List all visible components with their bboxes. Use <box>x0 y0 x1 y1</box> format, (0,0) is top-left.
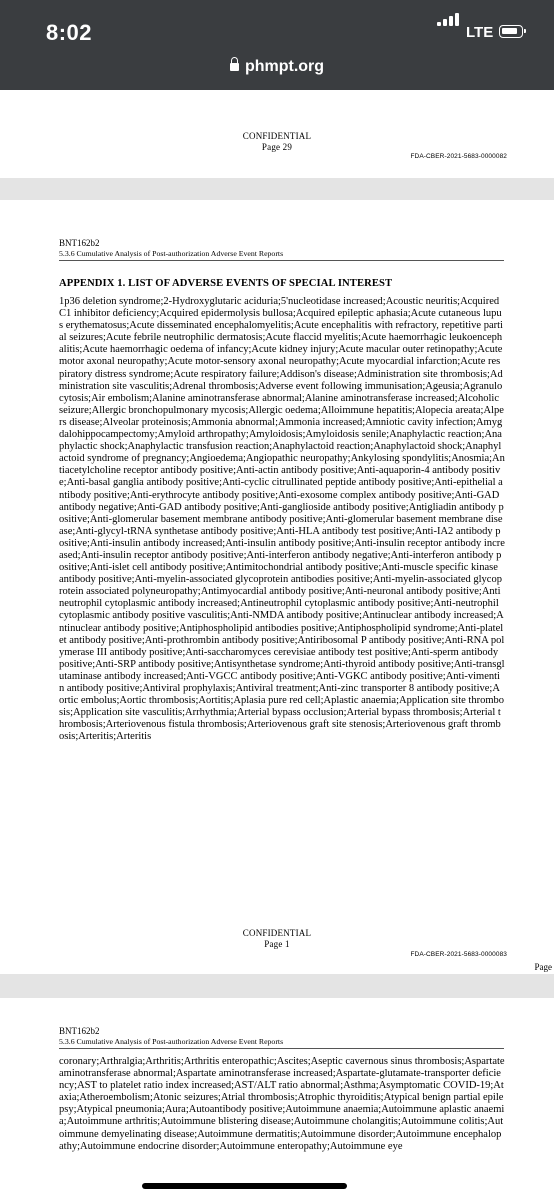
pdf-page-29 <box>0 90 554 178</box>
pdf-page-2 <box>0 998 554 1200</box>
header-divider <box>59 260 504 261</box>
redaction-mark <box>142 1183 347 1189</box>
lock-icon <box>230 63 239 71</box>
document-header-section: 5.3.6 Cumulative Analysis of Post-authorization Adverse Event Reports <box>59 249 284 258</box>
document-header-product: BNT162b2 <box>59 238 100 248</box>
status-bar <box>0 0 554 90</box>
clock: 8:02 <box>46 20 93 45</box>
appendix-title: APPENDIX 1. LIST OF ADVERSE EVENTS OF SPECIAL INTEREST <box>59 278 393 289</box>
document-id: FDA-CBER-2021-5683-0000083 <box>410 951 507 958</box>
pdf-page-1 <box>0 200 554 974</box>
url-text: phmpt.org <box>244 58 325 75</box>
adverse-events-list: 1p36 deletion syndrome;2-Hydroxyglutaric aciduria;5'nucleotidase increased;Acoustic neuritis;Acquired C1 inhibitor deficiency;Acquired epidermolysis bullosa;Acquired epileptic aphasia;Acute cutaneous lupus erythematosus;Acute disseminated encephalomyelitis;Acute encephalitis with refractory, repetitive partial seizures;Acute febrile neutrophilic dermatosis;Acute flaccid myelitis;Acute haemorrhagic leukoencephalitis;Acute haemorrhagic oedema of infancy;Acute kidney injury;Acute macular outer retinopathy;Acute motor axonal neuropathy;Acute motor-sensory axonal neuropathy;Acute myocardial infarction;Acute respiratory distress syndrome;Acute respiratory failure;Addison's disease;Administration site thrombosis;Administration site vasculitis;Adrenal thrombosis;Adverse event following immunisation;Ageusia;Agranulocytosis;Air embolism;Alanine aminotransferase abnormal;Alanine aminotransferase increased;Alcoholic seizure;Allergic bronchopulmonary mycosis;Allergic oedema;Alloimmune hepatitis;Alopecia areata;Alpers disease;Alveolar proteinosis;Ammonia abnormal;Ammonia increased;Amniotic cavity infection;Amygdalohippocampectomy;Amyloid arthropathy;Amyloidosis;Amyloidosis senile;Anaphylactic reaction;Anaphylactic shock;Anaphylactic transfusion reaction;Anaphylactoid reaction;Anaphylactoid shock;Anaphylactoid syndrome of pregnancy;Angioedema;Angiopathic neuropathy;Ankylosing spondylitis;Anosmia;Antiacetylcholine receptor antibody positive;Anti-actin antibody positive;Anti-aquaporin-4 antibody positive;Anti-basal ganglia antibody positive;Anti-cyclic citrullinated peptide antibody positive;Anti-epithelial antibody positive;Anti-erythrocyte antibody positive;Anti-exosome complex antibody positive;Anti-GAD antibody negative;Anti-GAD antibody positive;Anti-ganglioside antibody positive;Antigliadin antibody positive;Anti-glomerular basement membrane antibody positive;Anti-glomerular basement membrane disease;Anti-glycyl-tRNA synthetase antibody positive;Anti-HLA antibody test positive;Anti-IA2 antibody positive;Anti-insulin antibody increased;Anti-insulin antibody positive;Anti-insulin receptor antibody increased;Anti-insulin receptor antibody positive;Anti-interferon antibody negative;Anti-interferon antibody positive;Anti-islet cell antibody positive;Antimitochondrial antibody positive;Anti-muscle specific kinase antibody positive;Anti-myelin-associated glycoprotein antibodies positive;Anti-myelin-associated glycoprotein associated polyneuropathy;Antimyocardial antibody positive;Anti-neuronal antibody positive;Antineutrophil cytoplasmic antibody increased;Antineutrophil cytoplasmic antibody positive;Anti-neutrophil cytoplasmic antibody positive vasculitis;Anti-NMDA antibody positive;Antinuclear antibody increased;Antinuclear antibody positive;Antiphospholipid antibodies positive;Antiphospholipid syndrome;Anti-platelet antibody positive;Anti-prothrombin antibody positive;Antiribosomal P antibody positive;Anti-RNA polymerase III antibody positive;Anti-saccharomyces cerevisiae antibody test positive;Anti-sperm antibody positive;Anti-SRP antibody positive;Antisynthetase syndrome;Anti-thyroid antibody positive;Anti-transglutaminase antibody increased;Anti-VGCC antibody positive;Anti-VGKC antibody positive;Anti-vimentin antibody positive;Antiviral prophylaxis;Antiviral treatment;Anti-zinc transporter 8 antibody positive;Aortic embolus;Aortic thrombosis;Aortitis;Aplasia pure red cell;Aplastic anaemia;Application site thrombosis;Application site vasculitis;Arrhythmia;Arterial bypass occlusion;Arterial bypass thrombosis;Arterial thrombosis;Arteriovenous fistula thrombosis;Arteriovenous graft site stenosis;Arteriovenous graft thrombosis;Arteritis;Arteritis <box>59 296 505 743</box>
confidential-label: CONFIDENTIAL <box>242 928 312 938</box>
document-id: FDA-CBER-2021-5683-0000082 <box>410 153 507 160</box>
header-divider <box>59 1048 504 1049</box>
adverse-events-list-continued: coronary;Arthralgia;Arthritis;Arthritis enteropathic;Ascites;Aseptic cavernous sinus thrombosis;Aspartate aminotransferase abnormal;Aspartate aminotransferase increased;Aspartate-glutamate-transporter deficiency;AST to platelet ratio index increased;AST/ALT ratio abnormal;Asthma;Asymptomatic COVID-19;Ataxia;Atheroembolism;Atonic seizures;Atrial thrombosis;Atrophic thyroiditis;Atypical benign partial epilepsy;Atypical pneumonia;Aura;Autoantibody positive;Autoimmune anaemia;Autoimmune aplastic anaemia;Autoimmune arthritis;Autoimmune blistering disease;Autoimmune cholangitis;Autoimmune colitis;Autoimmune demyelinating disease;Autoimmune dermatitis;Autoimmune disorder;Autoimmune encephalopathy;Autoimmune endocrine disorder;Autoimmune enteropathy;Autoimmune eye <box>59 1056 505 1152</box>
page-number: Page 1 <box>264 939 290 949</box>
offscreen-page-label: Page <box>534 962 552 972</box>
page-number: Page 29 <box>261 142 293 152</box>
address-bar[interactable] <box>0 58 554 76</box>
network-type: LTE <box>466 24 494 41</box>
confidential-label: CONFIDENTIAL <box>242 131 312 141</box>
document-header-product: BNT162b2 <box>59 1026 100 1036</box>
document-header-section: 5.3.6 Cumulative Analysis of Post-authorization Adverse Event Reports <box>59 1037 284 1046</box>
battery-icon <box>499 25 523 38</box>
